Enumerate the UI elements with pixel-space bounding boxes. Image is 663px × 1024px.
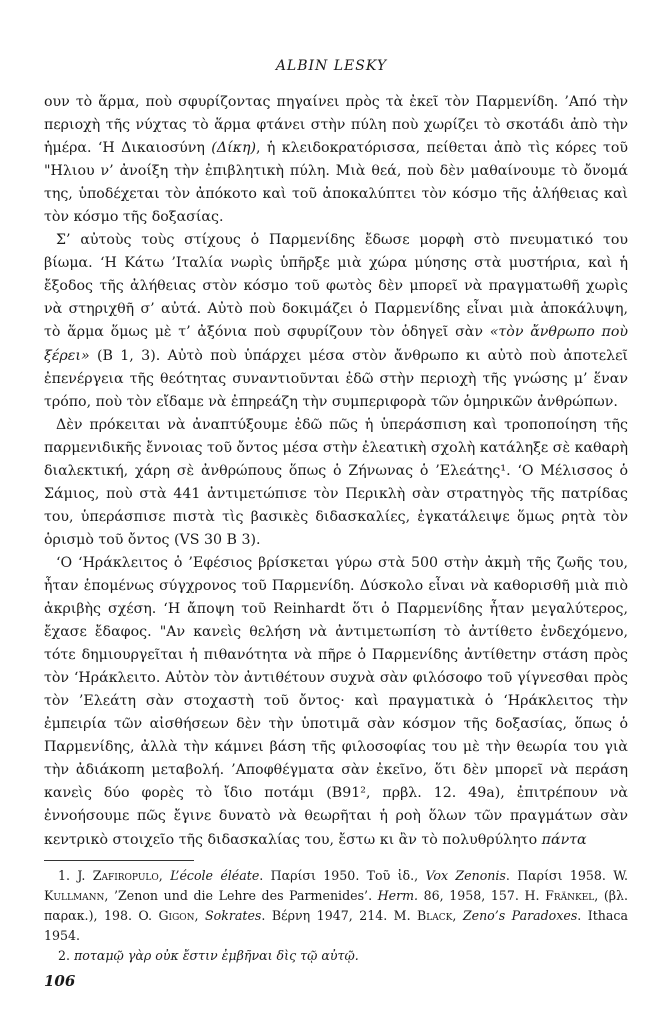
footnote [44, 866, 628, 946]
running-header: ALBIN LESKY [275, 58, 388, 74]
paragraph-segment: (Δίκη) [211, 140, 256, 157]
paragraph-segment: ουν τὸ ἅρμα, ποὺ σφυρίζοντας πηγαίνει πρὸς τὰ ἐκεῖ τὸν Παρμενίδη. ’Από τὴν περιοχὴ τῆς νύχτας τὸ ἅρμα φτάνει στὴν πύλη ποὺ χωρίζει τὸ σκοτάδι ἀπὸ τὴν ἡμέρα. ‘Η Δικαιοσύνη [44, 94, 628, 157]
paragraph-segment: Σ’ αὐτοὺς τοὺς στίχους ὁ Παρμενίδης ἔδωσε μορφὴ στὸ πνευματικό του βίωμα. ‘Η Κάτω ’Ιταλία νωρὶς ὑπῆρξε μιὰ χώρα μύησης στὰ μυστήρια, καὶ ἡ ἔξοδος τῆς ἀλήθειας στὸν κόσμο τοῦ φωτὸς δὲν μπορεῖ νὰ πραγματωθῆ χωρὶς νὰ στηριχθῆ σ’ αὐτά. Αὐτὸ ποὺ δοκιμάζει ὁ Παρμενίδης εἶναι μιὰ ἀποκάλυψη, τὸ ἅρμα ὅμως μὲ τ’ ἀξόνια ποὺ σφυρίζουν τὸν ὁδηγεῖ σὰν [44, 232, 628, 341]
footnote-segment: , ’Zenon und die Lehre des Parmenides’. [104, 888, 378, 903]
footnote-segment: Vox Zenonis [425, 868, 506, 883]
footnote-segment: , [158, 868, 171, 883]
footnote-segment: , [452, 908, 463, 923]
footnote-segment: Black [417, 908, 453, 923]
footnote-segment: Zafiropulo [92, 868, 159, 883]
paragraph [44, 229, 628, 413]
footnote-segment: Zeno’s Paradoxes [462, 908, 578, 923]
page-number: 106 [44, 972, 76, 990]
footnote-segment: 2. [58, 948, 75, 963]
footnote-segment: , [194, 908, 206, 923]
paragraph [44, 552, 628, 852]
footnotes [44, 866, 628, 966]
paragraph-segment: ‘Ο ‘Ηράκλειτος ὁ ’Εφέσιος βρίσκεται γύρω στὰ 500 στὴν ἀκμὴ τῆς ζωῆς του, ἦταν ἑπομένως σύγχρονος τοῦ Παρμενίδη. Δύσκολο εἶναι νὰ καθορισθῆ μιὰ πιὸ ἀκριβὴς σχέση. ‘Η ἄποψη τοῦ Reinhardt ὅτι ὁ Παρμενίδης ἦταν μεγαλύτερος, ἔχασε ἔδαφος. "Αν κανεὶς θελήση νὰ ἀντιμετωπίση τὸ ἀντίθετο ἐνδεχόμενο, τότε δημιουργεῖται ἡ πιθανότητα νὰ πῆρε ὁ Παρμενίδης ἀντίθετην στάση πρὸς τὸν ‘Ηράκλειτο. Αὐτὸν τὸν ἀντιθέτουν συχνὰ σὰν φιλόσοφο τοῦ γίγνεσθαι πρὸς τὸν ’Ελεάτη σὰν στοχαστὴ τοῦ ὄντος· καὶ πραγματικὰ ὁ ‘Ηράκλειτος τὴν ἐμπειρία τῶν αἰσθήσεων δὲν τὴν ὑποτιμᾶ σὰν κόσμον τῆς δοξασίας, ὅπως ὁ Παρμενίδης, ἀλλὰ τὴν κάμνει βάση τῆς φιλοσοφίας του μὲ τὴν θεωρία του γιὰ τὴν ἀδιάκοπη μεταβολή. ’Αποφθέγματα σὰν ἐκεῖνο, ὅτι δὲν μπορεῖ νὰ περάση κανεὶς δύο φορὲς τὸ ἴδιο ποτάμι (B91², πρβλ. 12. 49a), ἐπιτρέπουν νὰ ἐννοήσουμε πῶς ἔγινε δυνατὸ νὰ θεωρῆται ἡ ροὴ ὅλων τῶν πραγμάτων σὰν κεντρικὸ στοιχεῖο τῆς διδασκαλίας του, ἔστω κι ἂν τὸ πολυθρύλητο [44, 554, 628, 848]
footnote-segment: Fränkel [545, 888, 595, 903]
footnote-separator [44, 860, 194, 861]
footnote-segment: 1. J. [58, 868, 93, 883]
paragraph-segment: πάντα [541, 831, 587, 848]
footnote-segment: . Παρίσι 1958. W. [505, 868, 628, 883]
footnote-segment: , (βλ. παρακ.), 198. O. [44, 888, 629, 923]
paragraph [44, 91, 628, 229]
footnote-segment: Herm. [377, 888, 419, 903]
paragraph-segment: , ἡ κλειδοκρατόρισσα, πείθεται ἀπὸ τὶς κόρες τοῦ "Ηλιου ν’ ἀνοίξη τὴν ἐπιβλητικὴ πύλη. Μιὰ θεά, ποὺ δὲν μαθαίνουμε τὸ ὄνομά της, ὑποδέχεται τὸν ἀπόκοτο καὶ τοῦ ἀποκαλύπτει τὸν κόσμο τῆς ἀλήθειας καὶ τὸν κόσμο τῆς δοξασίας. [44, 140, 628, 226]
footnote-segment: Gigon [158, 908, 195, 923]
footnote-segment: . Παρίσι 1950. Τοῦ ἰδ., [259, 868, 426, 883]
footnote-segment: Sokrates [205, 908, 262, 923]
paragraph-segment: «τὸν ἄνθρωπο ποὺ ξέρει» [44, 324, 628, 364]
paragraph-segment: Δὲν πρόκειται νὰ ἀναπτύξουμε ἐδῶ πῶς ἡ ὑπεράσπιση καὶ τροποποίηση τῆς παρμενιδικῆς ἔννοιας τοῦ ὄντος μέσα στὴν ἐλεατικὴ σχολὴ κατάληξε σὲ καθαρὴ διαλεκτική, χάρη σὲ ἀνθρώπους ὅπως ὁ Ζήνωνας ὁ ’Ελεάτης¹. ‘Ο Μέλισσος ὁ Σάμιος, ποὺ στὰ 441 ἀντιμετώπισε τὸν Περικλὴ σὰν στρατηγὸς τῆς πατρίδας του, ὑπεράσπισε πιστὰ τὶς βασικὲς διδασκαλίες, ἐγκατάλειψε ὅμως ρητὰ τὸν ὁρισμὸ τοῦ ὄντος (VS 30 B 3). [44, 416, 628, 548]
main-text [44, 91, 628, 852]
footnote-segment: . Ithaca 1954. [44, 908, 628, 943]
paragraph [44, 414, 628, 552]
footnote-segment: L’école éléate [170, 868, 260, 883]
footnote-segment: ποταμῷ γὰρ οὐκ ἔστιν ἐμβῆναι δὶς τῷ αὐτῷ. [74, 948, 359, 963]
footnote-segment: . Βέρνη 1947, 214. M. [261, 908, 418, 923]
footnote-segment: 86, 1958, 157. H. [418, 888, 546, 903]
footnote [44, 946, 628, 966]
paragraph-segment: (B 1, 3). Αὐτὸ ποὺ ὑπάρχει μέσα στὸν ἄνθρωπο κι αὐτὸ ποὺ ἀποτελεῖ ἐπενέργεια τῆς θεότητας συναντιοῦνται ἐδῶ στὴν περιοχὴ τῆς γνώσης μ’ ἕναν τρόπο, ποὺ τὸν εἴδαμε νὰ ἐπηρεάζη τὴν συμπεριφορὰ τῶν ὁμηρικῶν ἀνθρώπων. [44, 347, 628, 410]
footnote-segment: Kullmann [44, 888, 105, 903]
